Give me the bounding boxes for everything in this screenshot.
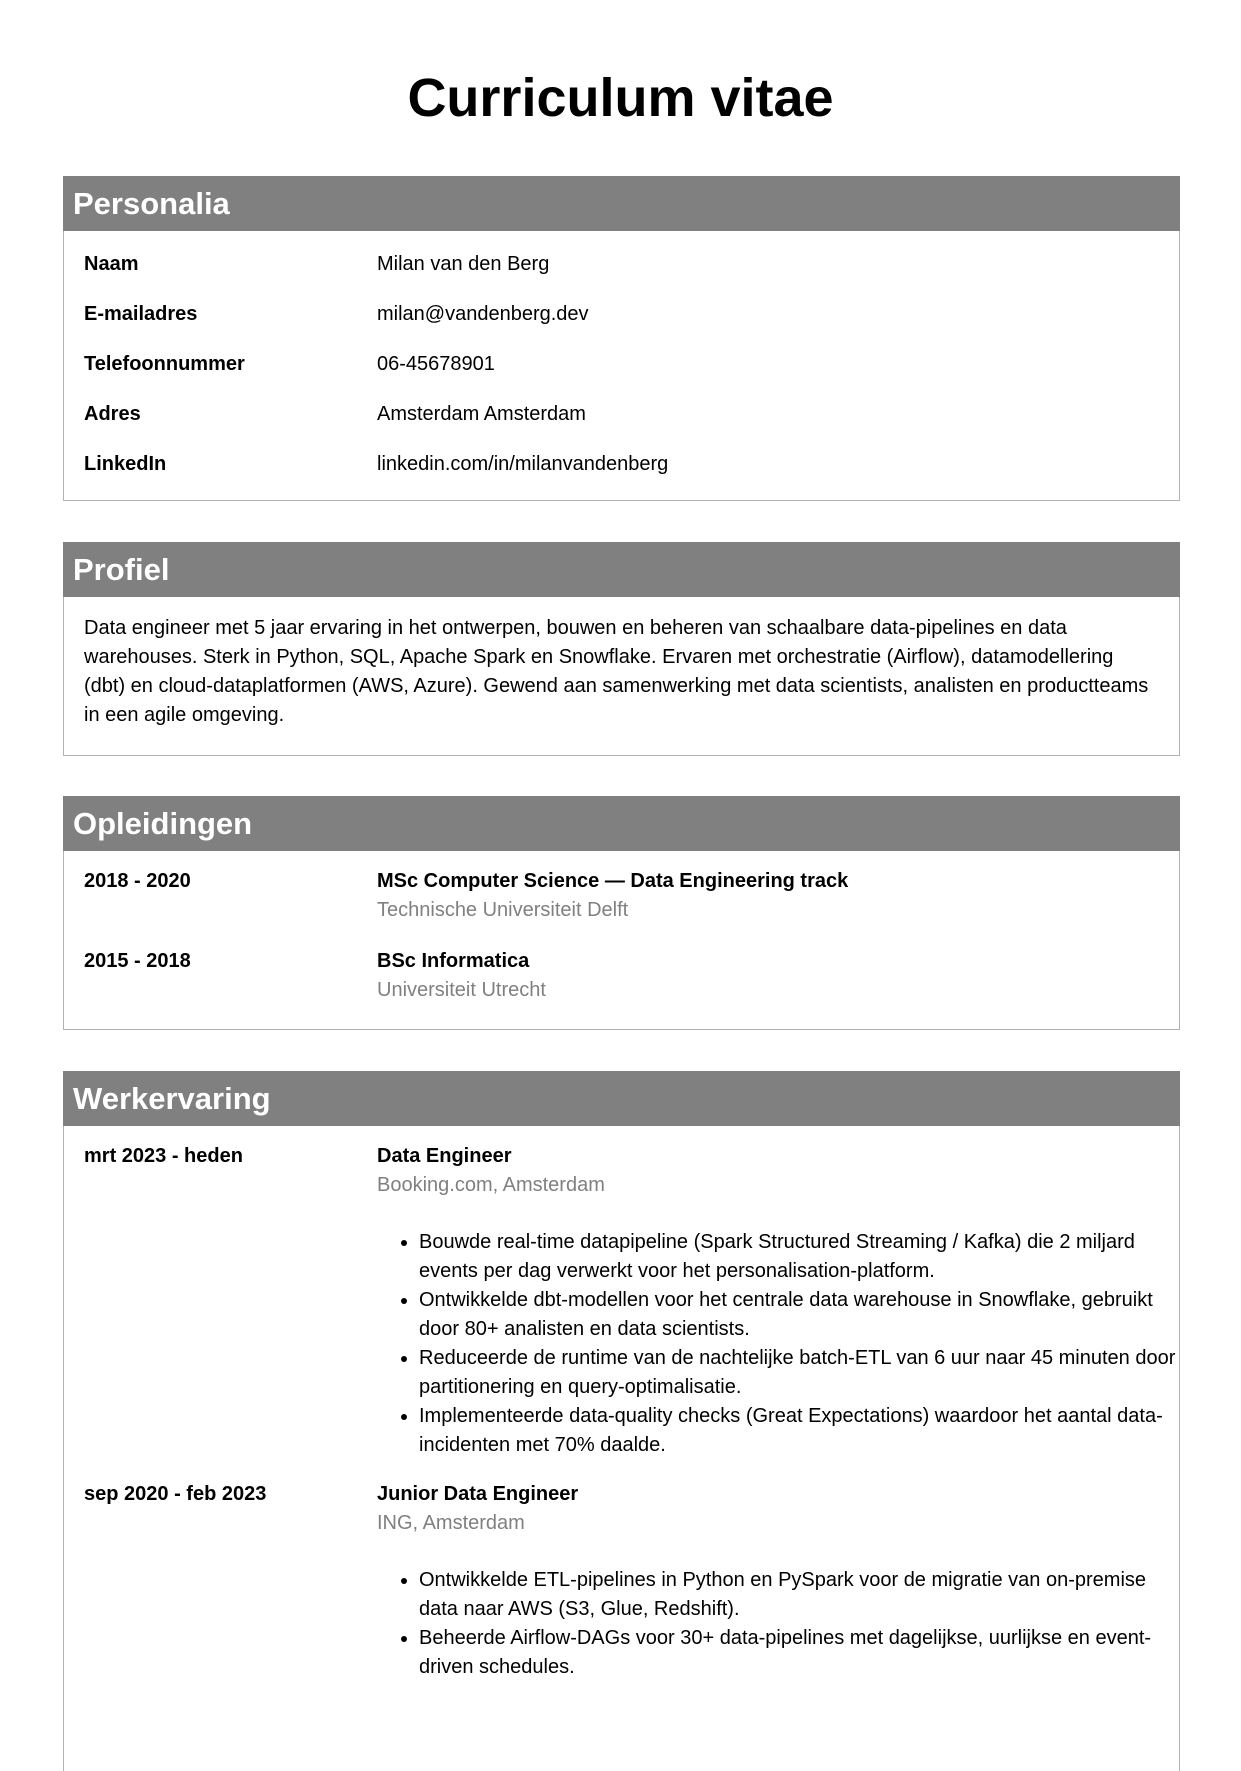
document-title: Curriculum vitae	[407, 68, 834, 128]
section-heading: Werkervaring	[63, 1071, 1180, 1126]
personalia-row-adres	[64, 400, 1179, 450]
section-heading: Opleidingen	[63, 796, 1180, 851]
work-company: Booking.com, Amsterdam	[377, 1174, 605, 1196]
personalia-row-naam	[64, 250, 1179, 300]
bullet-item: • Reduceerde de runtime van de nachtelijke batch-ETL van 6 uur naar 45 minuten door partitionering en query-optimalisatie.	[419, 1344, 1179, 1402]
section-personalia	[63, 176, 1180, 501]
bullet-item: • Bouwde real-time datapipeline (Spark Structured Streaming / Kafka) die 2 miljard events per dag verwerkt voor het personalisation-platform.	[419, 1228, 1179, 1286]
field-label: LinkedIn	[84, 453, 167, 475]
field-value: 06-45678901	[377, 353, 495, 375]
work-company: ING, Amsterdam	[377, 1512, 525, 1534]
education-institution: Universiteit Utrecht	[377, 979, 546, 1001]
field-label: Adres	[84, 403, 141, 425]
education-institution: Technische Universiteit Delft	[377, 899, 629, 921]
section-opleidingen	[63, 796, 1180, 1030]
work-period: sep 2020 - feb 2023	[84, 1483, 267, 1505]
work-bullets	[377, 1566, 1179, 1682]
work-bullets	[377, 1228, 1179, 1460]
work-period: mrt 2023 - heden	[84, 1145, 243, 1167]
bullet-item: • Ontwikkelde dbt-modellen voor het centrale data warehouse in Snowflake, gebruikt door 80+ analisten en data scientists.	[419, 1286, 1179, 1344]
education-entry	[64, 867, 1179, 925]
education-title: BSc Informatica	[377, 950, 530, 972]
bullet-item: • Implementeerde data-quality checks (Great Expectations) waardoor het aantal data-incidenten met 70% daalde.	[419, 1402, 1179, 1460]
work-entry	[64, 1480, 1179, 1682]
personalia-row-telefoon	[64, 350, 1179, 400]
section-werkervaring	[63, 1071, 1180, 1771]
education-period: 2015 - 2018	[84, 950, 191, 972]
education-entry	[64, 947, 1179, 1005]
section-profiel	[63, 542, 1180, 756]
personalia-row-email	[64, 300, 1179, 350]
field-label: E-mailadres	[84, 303, 198, 325]
field-value: linkedin.com/in/milanvandenberg	[377, 453, 669, 475]
work-entry	[64, 1142, 1179, 1460]
bullet-item: • Ontwikkelde ETL-pipelines in Python en PySpark voor de migratie van on-premise data naar AWS (S3, Glue, Redshift).	[419, 1566, 1179, 1624]
education-title: MSc Computer Science — Data Engineering track	[377, 870, 849, 892]
section-heading: Profiel	[63, 542, 1180, 597]
profile-summary: Data engineer met 5 jaar ervaring in het ontwerpen, bouwen en beheren van schaalbare data-pipelines en data warehouses. Sterk in Python, SQL, Apache Spark en Snowflake. Ervaren met orchestratie (Airflow), datamodellering (dbt) en cloud-dataplatformen (AWS, Azure). Gewend aan samenwerking met data scientists, analisten en productteams in een agile omgeving.	[84, 617, 1149, 726]
field-label: Naam	[84, 253, 139, 275]
field-value: Amsterdam Amsterdam	[377, 403, 586, 425]
section-heading: Personalia	[63, 176, 1180, 231]
personalia-row-linkedin	[64, 450, 1179, 500]
field-label: Telefoonnummer	[84, 353, 245, 375]
bullet-item: • Beheerde Airflow-DAGs voor 30+ data-pipelines met dagelijkse, uurlijkse en event-driven schedules.	[419, 1624, 1179, 1682]
education-period: 2018 - 2020	[84, 870, 191, 892]
field-value: milan@vandenberg.dev	[377, 303, 589, 325]
work-title: Data Engineer	[377, 1145, 512, 1167]
field-value: Milan van den Berg	[377, 253, 550, 275]
work-title: Junior Data Engineer	[377, 1483, 579, 1505]
